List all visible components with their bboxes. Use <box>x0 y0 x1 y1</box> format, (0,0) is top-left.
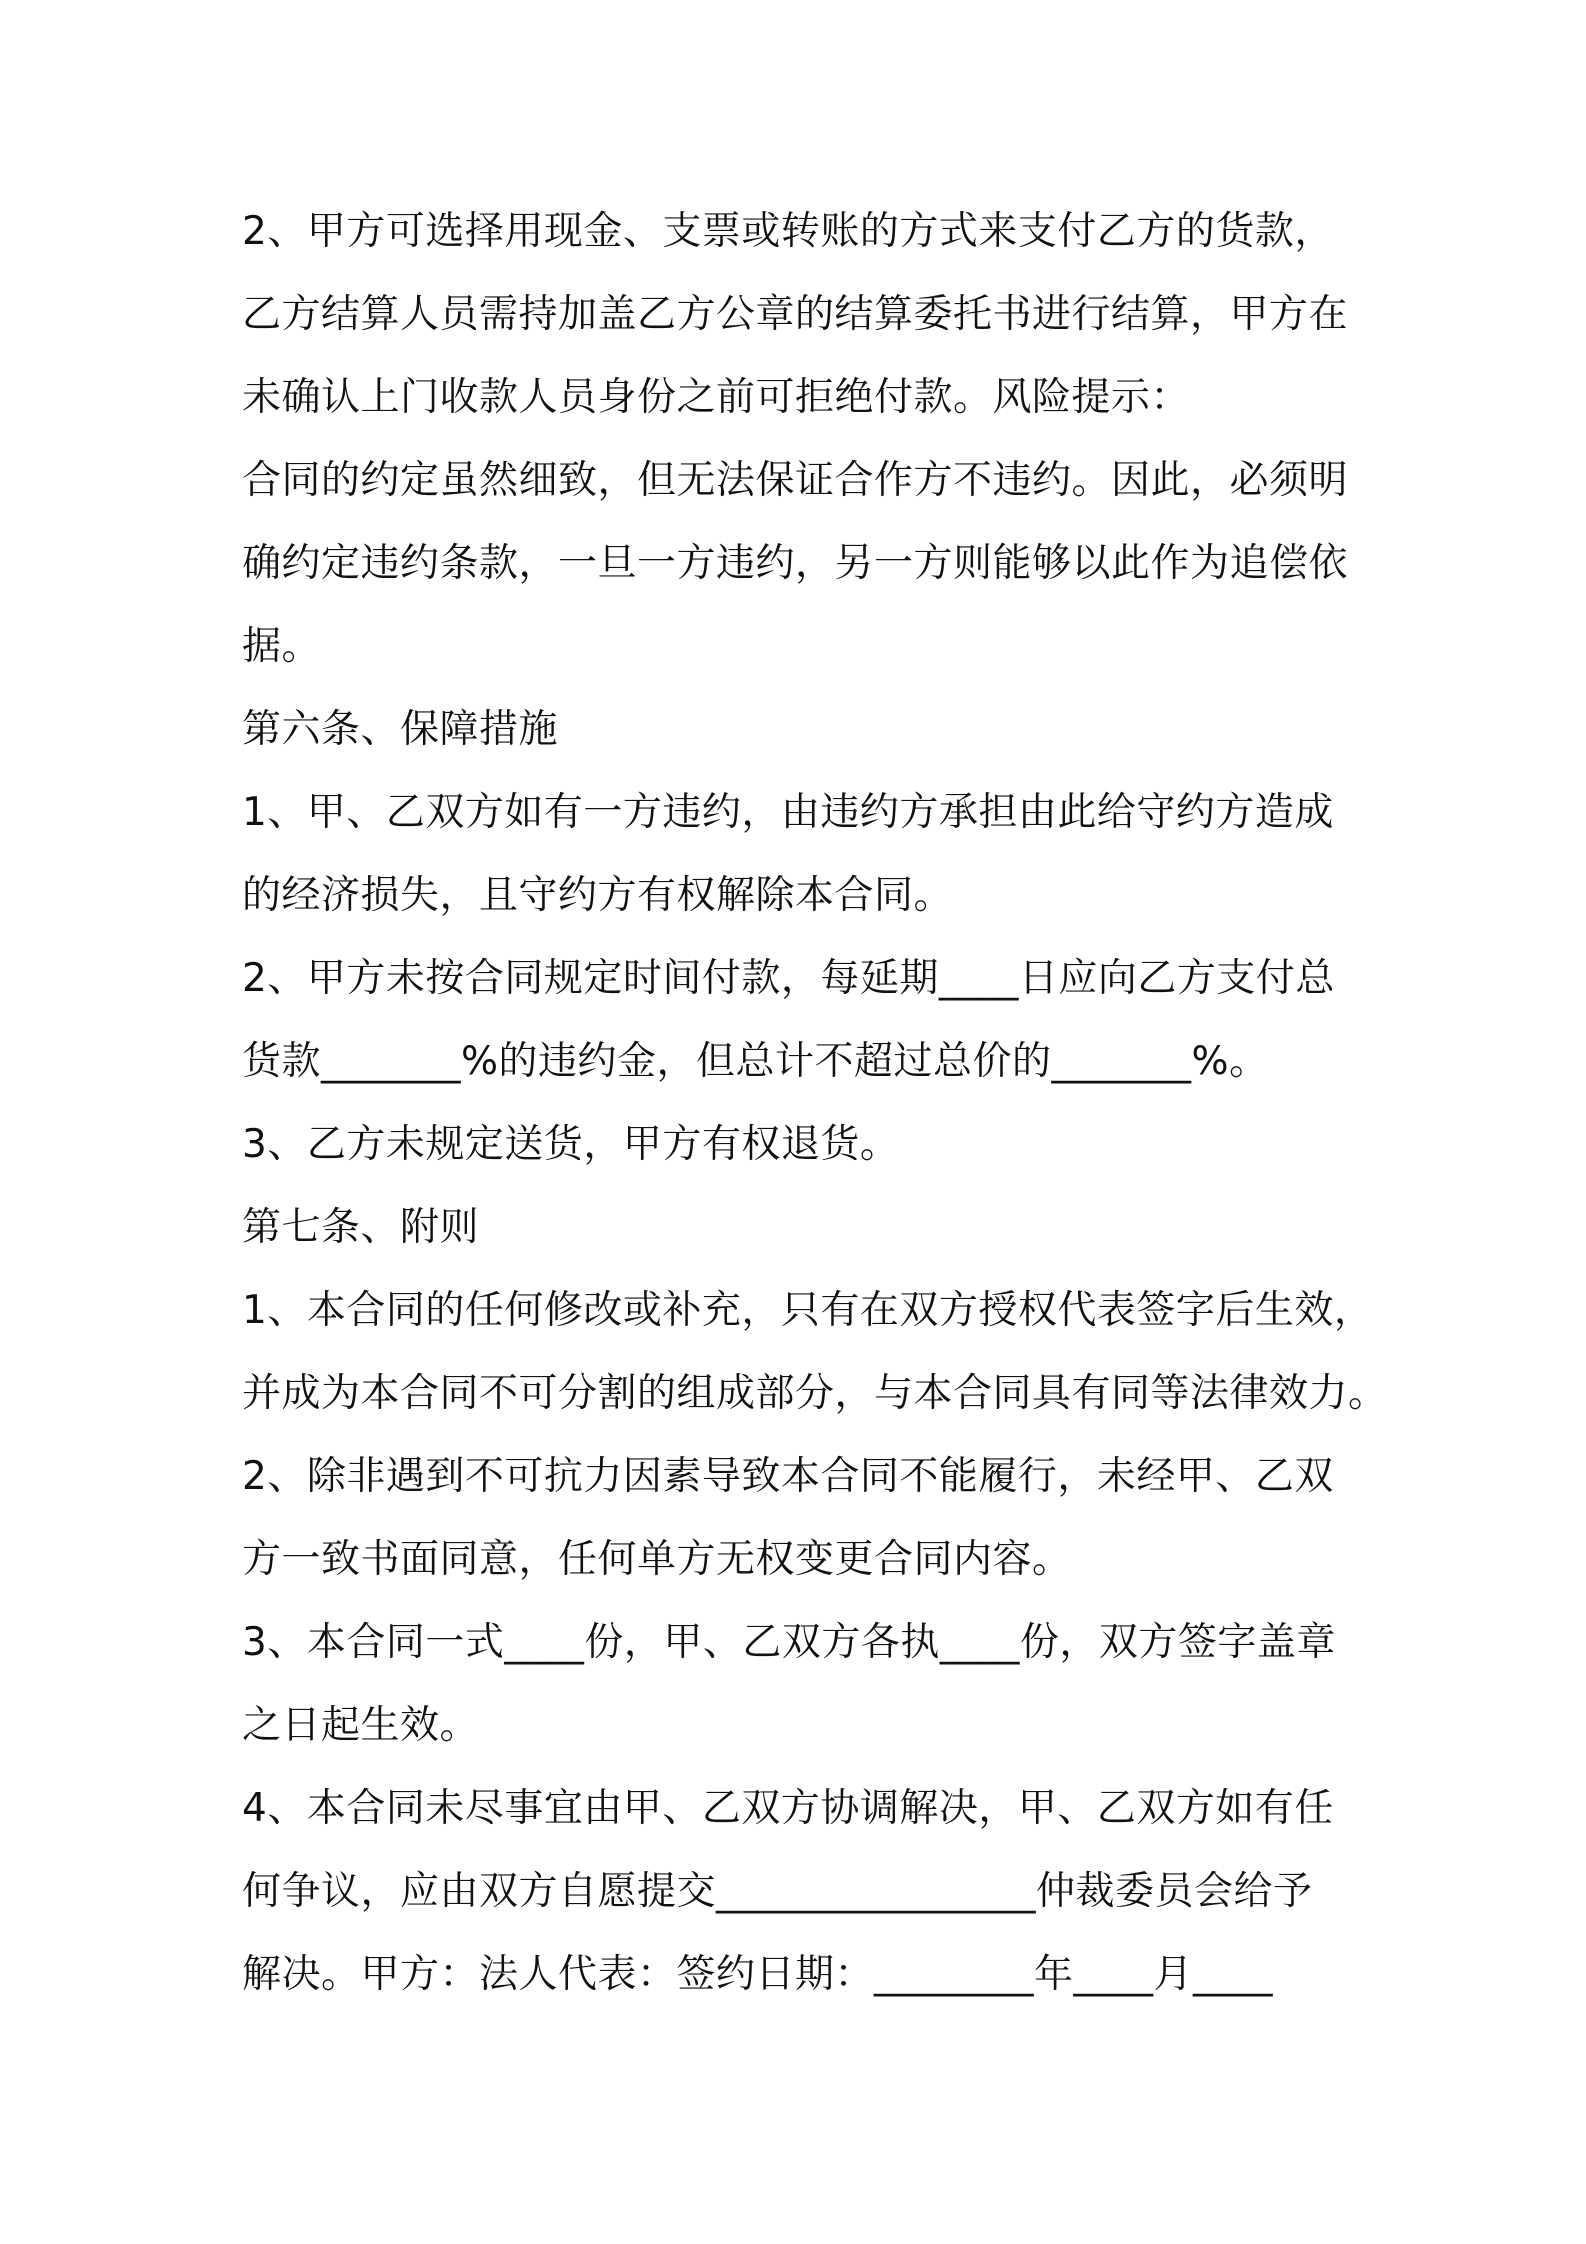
text-line: 2、甲方未按合同规定时间付款，每延期____日应向乙方支付总 <box>242 956 1335 1001</box>
text-line: 4、本合同未尽事宜由甲、乙双方协调解决，甲、乙双方如有任 <box>242 1786 1334 1831</box>
text-line: 确约定违约条款，一旦一方违约，另一方则能够以此作为追偿依 <box>242 541 1349 586</box>
text-line: 合同的约定虽然细致，但无法保证合作方不违约。因此，必须明 <box>242 458 1349 503</box>
text-line: 的经济损失，且守约方有权解除本合同。 <box>242 873 954 918</box>
text-line: 2、甲方可选择用现金、支票或转账的方式来支付乙方的货款， <box>242 209 1334 254</box>
text-line: 3、本合同一式____份，甲、乙双方各执____份，双方签字盖章 <box>242 1620 1336 1665</box>
section-heading-article-6: 第六条、保障措施 <box>242 707 559 752</box>
text-line: 3、乙方未规定送货，甲方有权退货。 <box>242 1122 900 1167</box>
text-line: 1、甲、乙双方如有一方违约，由违约方承担由此给守约方造成 <box>242 790 1334 835</box>
section-heading-article-7: 第七条、附则 <box>242 1205 480 1250</box>
text-line: 之日起生效。 <box>242 1703 480 1748</box>
text-line: 2、除非遇到不可抗力因素导致本合同不能履行，未经甲、乙双 <box>242 1454 1334 1499</box>
text-line: 何争议，应由双方自愿提交________________仲裁委员会给予 <box>242 1869 1313 1914</box>
text-line: 并成为本合同不可分割的组成部分，与本合同具有同等法律效力。 <box>242 1371 1388 1416</box>
text-line: 1、本合同的任何修改或补充，只有在双方授权代表签字后生效， <box>242 1288 1374 1333</box>
signature-line: 解决。甲方：法人代表：签约日期：________年____月____ <box>242 1952 1274 1997</box>
text-line: 据。 <box>242 624 322 669</box>
text-line: 乙方结算人员需持加盖乙方公章的结算委托书进行结算，甲方在 <box>242 292 1349 337</box>
text-line: 未确认上门收款人员身份之前可拒绝付款。风险提示： <box>242 375 1191 420</box>
text-line: 方一致书面同意，任何单方无权变更合同内容。 <box>242 1537 1072 1582</box>
text-line: 货款_______%的违约金，但总计不超过总价的_______%。 <box>242 1039 1269 1084</box>
document-body <box>242 190 1388 2016</box>
